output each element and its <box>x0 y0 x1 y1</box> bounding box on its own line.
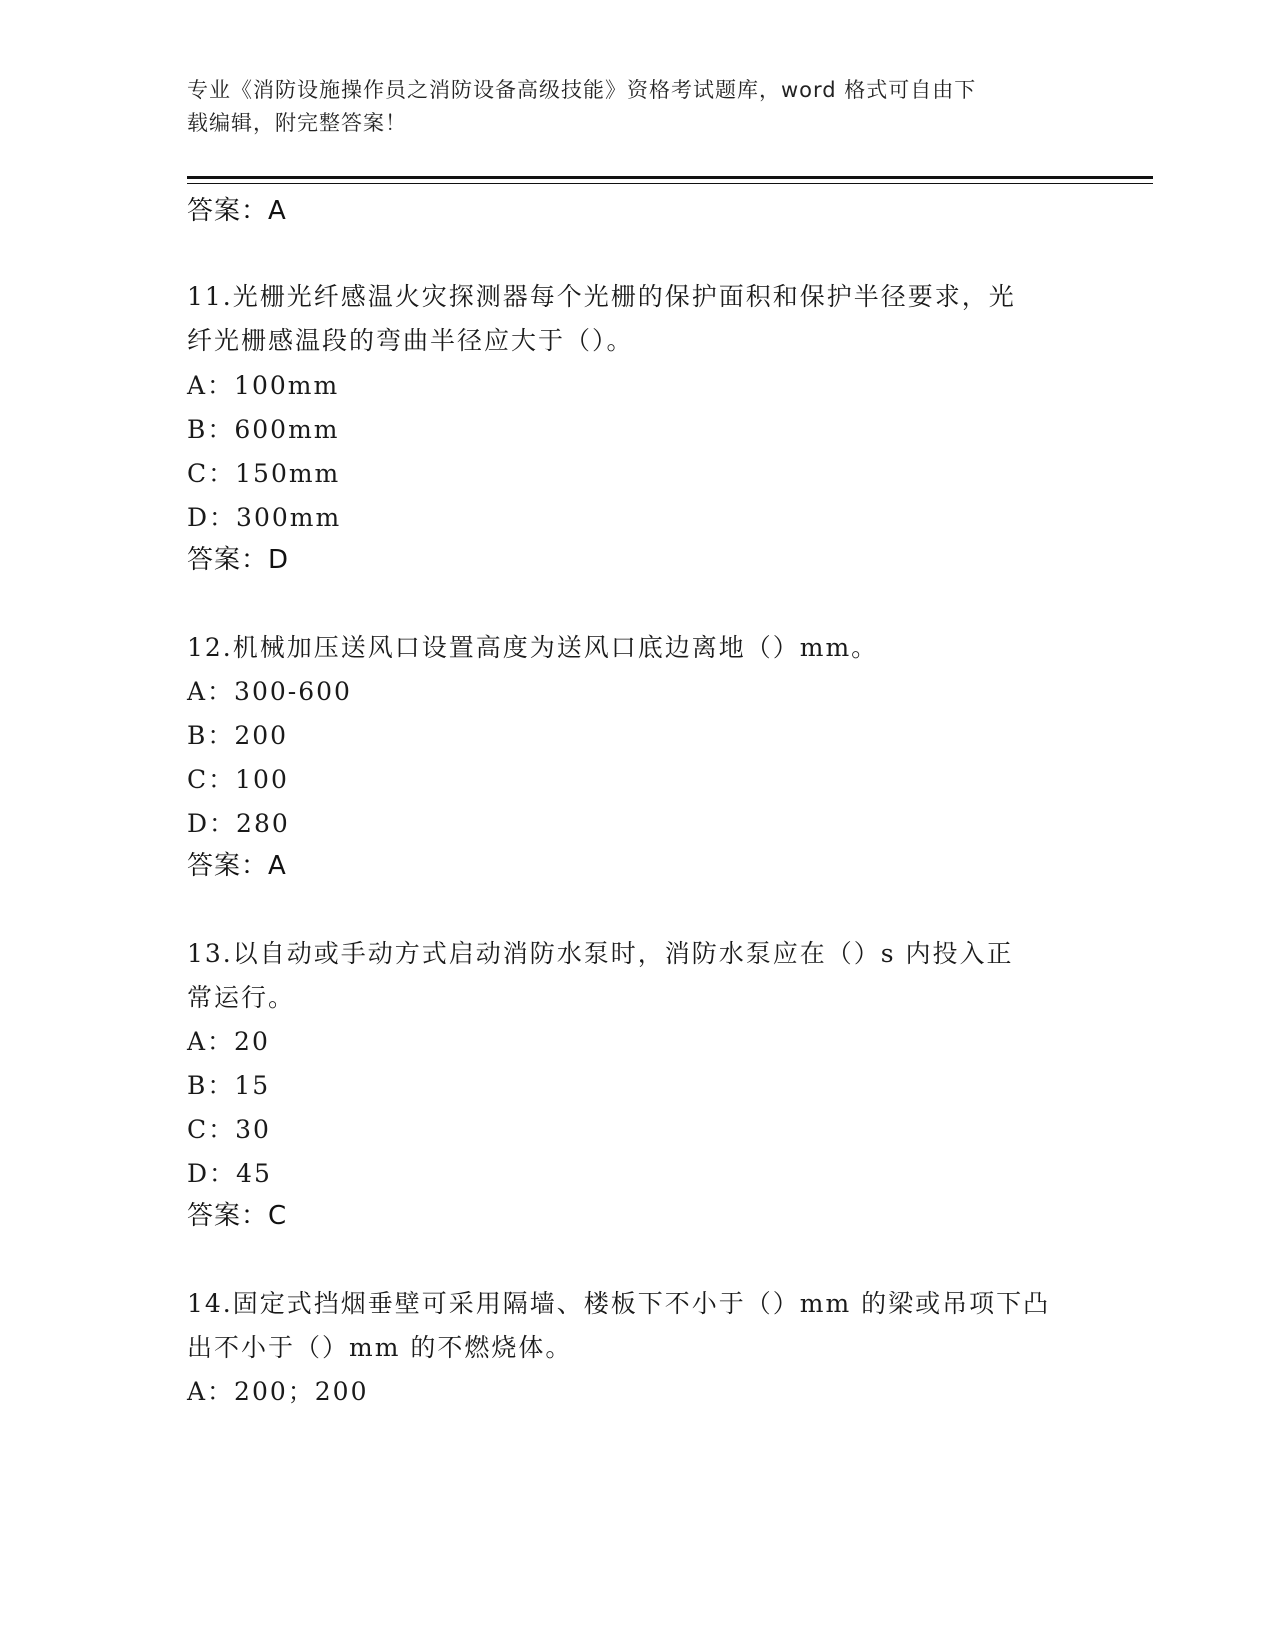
header-divider-thick <box>187 176 1153 179</box>
question-13-stem-line-2: 常运行。 <box>187 983 296 1012</box>
question-12-stem-line-1: 12.机械加压送风口设置高度为送风口底边离地（）mm。 <box>187 633 879 662</box>
header-line-2: 载编辑，附完整答案！ <box>187 111 407 135</box>
question-11-option-c: C：150mm <box>187 459 341 488</box>
question-13-option-c: C：30 <box>187 1115 271 1144</box>
question-11-option-d: D：300mm <box>187 503 342 532</box>
question-13-option-b: B：15 <box>187 1071 271 1100</box>
header-line-1: 专业《消防设施操作员之消防设备高级技能》资格考试题库，word 格式可自由下 <box>187 78 977 102</box>
question-11-option-a: A：100mm <box>187 371 340 400</box>
question-14-option-a: A：200；200 <box>187 1377 369 1406</box>
question-11-option-b: B：600mm <box>187 415 340 444</box>
question-11-stem-line-2: 纤光栅感温段的弯曲半径应大于（）。 <box>187 326 634 355</box>
question-11-answer: 答案：D <box>187 545 290 575</box>
question-12-answer: 答案：A <box>187 851 287 881</box>
question-12-option-b: B：200 <box>187 721 289 750</box>
question-13-answer: 答案：C <box>187 1201 288 1231</box>
question-13-option-d: D：45 <box>187 1159 272 1188</box>
question-14-stem-line-1: 14.固定式挡烟垂壁可采用隔墙、楼板下不小于（）mm 的梁或吊项下凸 <box>187 1289 1051 1318</box>
header-divider-thin <box>187 183 1153 184</box>
previous-answer: 答案：A <box>187 196 287 226</box>
document-header <box>187 74 1067 140</box>
question-13-stem-line-1: 13.以自动或手动方式启动消防水泵时，消防水泵应在（）s 内投入正 <box>187 939 1014 968</box>
question-13-option-a: A：20 <box>187 1027 270 1056</box>
question-12-option-c: C：100 <box>187 765 289 794</box>
question-14-stem-line-2: 出不小于（）mm 的不燃烧体。 <box>187 1333 573 1362</box>
question-11-stem-line-1: 11.光栅光纤感温火灾探测器每个光栅的保护面积和保护半径要求，光 <box>187 282 1016 311</box>
question-12-option-a: A：300-600 <box>187 677 352 706</box>
question-12-option-d: D：280 <box>187 809 290 838</box>
